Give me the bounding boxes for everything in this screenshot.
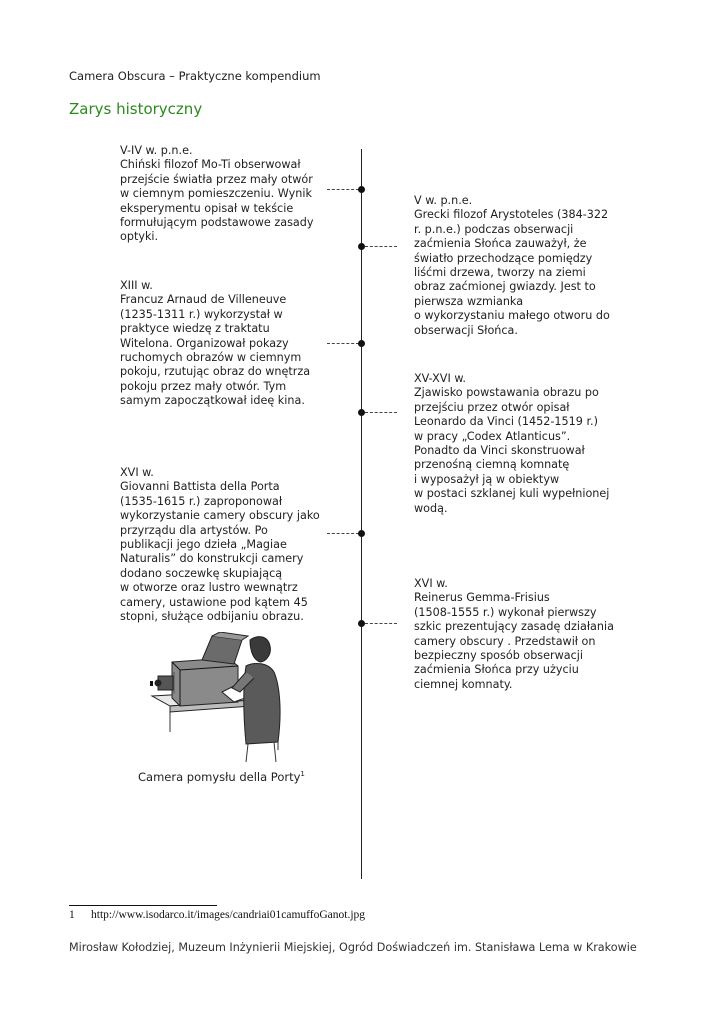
section-title: Zarys historyczny [69,100,203,118]
footnote-separator [69,905,217,906]
timeline-entry [414,194,614,338]
timeline-entry [120,144,320,245]
entry-era: XIII w. [120,279,153,292]
timeline-marker [358,186,365,193]
timeline-marker [358,340,365,347]
camera-obscura-illustration [150,632,285,764]
connector-line [327,533,359,534]
timeline-axis [361,149,362,879]
connector-line [365,246,397,247]
document-footer: Mirosław Kołodziej, Muzeum Inżynierii Miejskiej, Ogród Doświadczeń im. Stanisława Lema w Krakowie [69,941,637,954]
connector-line [365,623,397,624]
connector-line [327,343,359,344]
figure-caption [138,770,305,784]
footnote-number: 1 [69,909,75,921]
entry-text: Zjawisko powstawania obrazu po przejściu przez otwór opisał Leonardo da Vinci (1452-1519 r.) w pracy „Codex Atlanticus”. Ponadto da Vinci skonstruował przenośną ciemną komnatę i wyposażył ją w obiektyw w postaci szklanej kuli wypełnionej wodą. [414,386,610,515]
timeline-marker [358,243,365,250]
caption-text: Camera pomysłu della Porty [138,770,301,784]
timeline-entry [414,372,619,516]
connector-line [327,189,359,190]
timeline-entry [120,466,325,624]
entry-era: V w. p.n.e. [414,194,473,207]
timeline-entry [414,577,619,692]
timeline-marker [358,409,365,416]
entry-text: Reinerus Gemma-Frisius (1508-1555 r.) wykonał pierwszy szkic prezentujący zasadę działania camery obscury . Przedstawił on bezpieczny sposób obserwacji zaćmienia Słońca przy użyciu ciemnej komnaty. [414,591,614,691]
footnote-url: http://www.isodarco.it/images/candriai01camuffoGanot.jpg [91,909,366,921]
document-header: Camera Obscura – Praktyczne kompendium [69,69,321,83]
entry-text: Grecki filozof Arystoteles (384-322 r. p.n.e.) podczas obserwacji zaćmienia Słońca zauważył, że światło przechodzące pomiędzy liśćmi drzewa, tworzy na ziemi obraz zaćmionej gwiazdy. Jest to pierwsza wzmianka o wykorzystaniu małego otworu do obserwacji Słońca. [414,208,610,337]
connector-line [365,412,397,413]
entry-era: XVI w. [414,577,448,590]
entry-text: Giovanni Battista della Porta (1535-1615 r.) zaproponował wykorzystanie camery obscury jako przyrządu dla artystów. Po publikacji jego dzieła „Magiae Naturalis” do konstrukcji camery dodano soczewkę skupiającą w otworze oraz lustro wewnątrz camery, ustawione pod kątem 45 stopni, służące odbijaniu obrazu. [120,480,320,624]
entry-text: Francuz Arnaud de Villeneuve (1235-1311 r.) wykorzystał w praktyce wiedzę z traktatu Witelona. Organizował pokazy ruchomych obrazów w ciemnym pokoju, rzutując obraz do wnętrza pokoju przez mały otwór. Tym samym zapoczątkował ideę kina. [120,293,311,408]
entry-era: XV-XVI w. [414,372,466,385]
entry-text: Chiński filozof Mo-Ti obserwował przejście światła przez mały otwór w ciemnym pomieszczeniu. Wynik eksperymentu opisał w tekście formułującym podstawowe zasady optyki. [120,158,314,244]
timeline-entry [120,279,320,409]
footnote [69,909,365,921]
footnote-reference: 1 [300,770,305,779]
entry-era: XVI w. [120,466,154,479]
entry-era: V-IV w. p.n.e. [120,144,193,157]
timeline-marker [358,620,365,627]
timeline-marker [358,530,365,537]
